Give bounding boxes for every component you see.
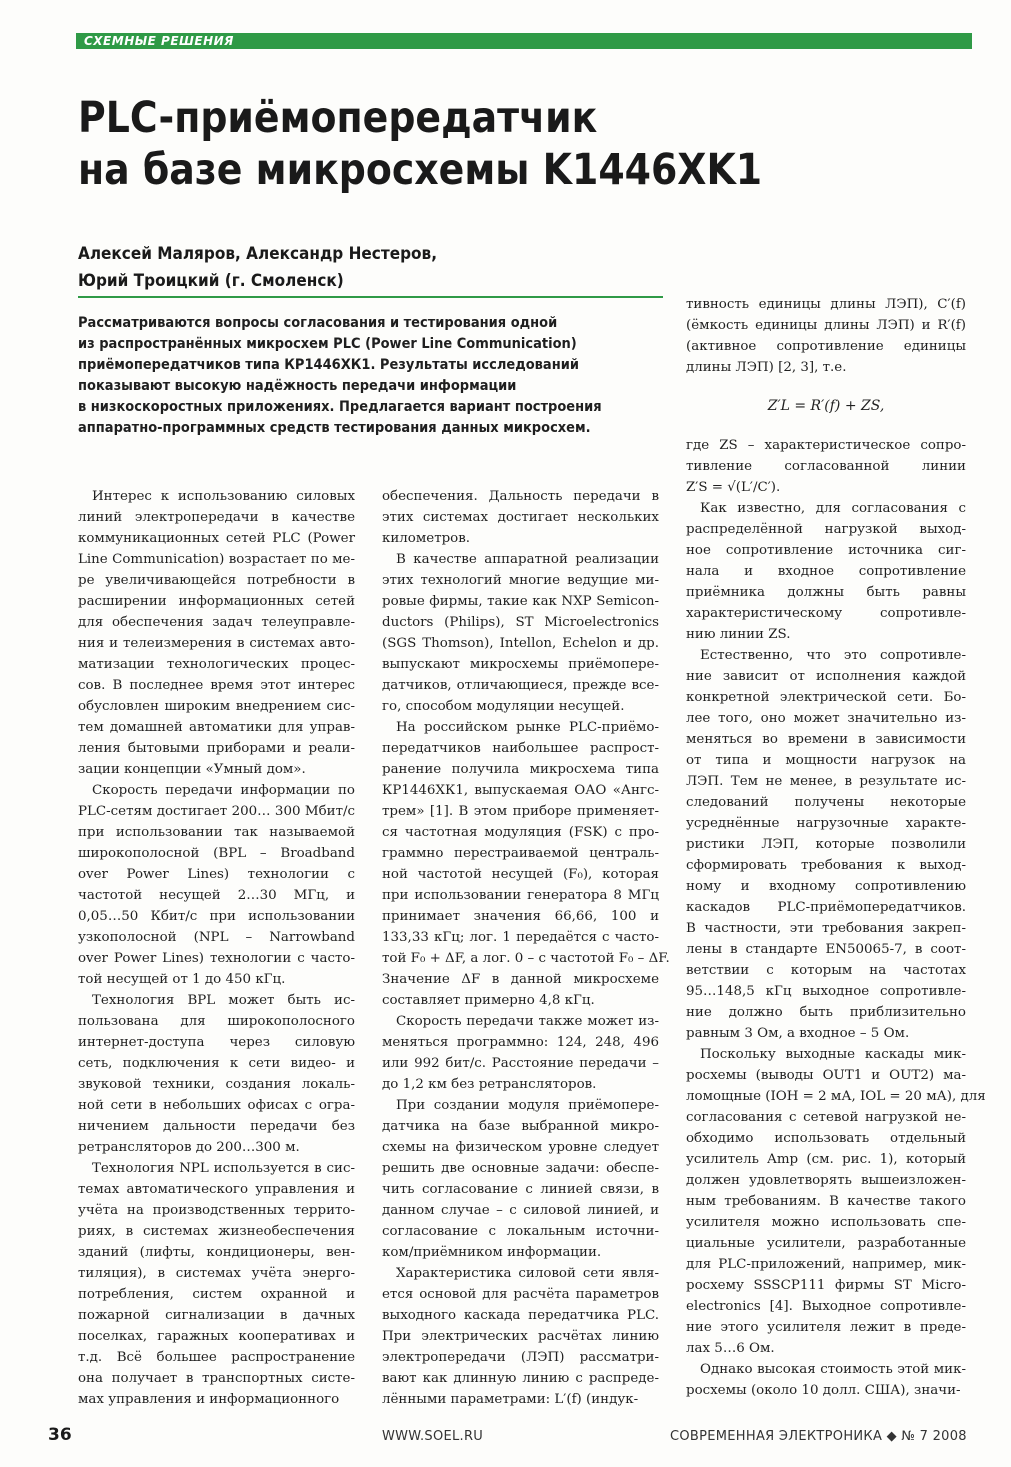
text-line: выходного каскада передатчика PLC. [382,1308,659,1323]
text-line: ной сети в небольших офисах с огра- [78,1098,355,1113]
text-line: меняться программно: 124, 248, 496 [382,1035,659,1050]
text-line: при использовании так называемой [78,825,355,840]
text-line: росхемы (выводы OUT1 и OUT2) ма- [686,1068,966,1083]
text-line: При создании модуля приёмопере- [396,1098,659,1113]
text-line: over Power Lines) технологии с часто- [78,951,355,966]
text-line: пользована для широкополосного [78,1014,355,1029]
paragraph [78,780,355,990]
text-line: усилитель Amp (см. рис. 1), который [686,1152,966,1167]
text-line: распределённой нагрузкой выход- [686,522,966,537]
text-line: той F₀ + ΔF, а лог. 0 – с частотой F₀ – ΔF. [382,951,670,966]
text-line: от типа и мощности нагрузок на [686,753,966,768]
text-line: следований получены некоторые [686,795,966,810]
text-line: составляет примерно 4,8 кГц. [382,993,595,1008]
text-line: мах управления и информационного [78,1392,340,1407]
text-line: (ёмкость единицы длины ЛЭП) и R′(f) [686,318,966,333]
text-line: PLC-сетям достигает 200… 300 Мбит/с [78,804,355,819]
text-line: где ZS – характеристическое сопро- [686,438,966,453]
text-line: линий электропередачи в качестве [78,510,355,525]
text-line: широкополосной (BPL – Broadband [78,846,355,861]
text-line: для PLC-приложений, например, мик- [686,1257,966,1272]
abstract-line: показывают высокую надёжность передачи информации [78,378,517,394]
text-line: (SGS Thomson), Intellon, Echelon и др. [382,636,659,651]
paragraph [382,486,659,549]
text-line: Характеристика силовой сети явля- [396,1266,659,1281]
text-line: она получает в транспортных систе- [78,1371,355,1386]
article-authors [78,241,654,295]
text-line: го, способом модуляции несущей. [382,699,625,714]
text-line: ной частотой несущей (F₀), которая [382,867,659,882]
text-line: ранение получила микросхема типа [382,762,659,777]
text-line: согласование с локальным источни- [382,1224,659,1239]
text-line: сов. В последнее время этот интерес [78,678,355,693]
text-line: ному и входному сопротивлению [686,879,966,894]
text-line: лёнными параметрами: L′(f) (индук- [382,1392,639,1407]
page-number: 36 [48,1425,72,1445]
text-line: ретрансляторов до 200…300 м. [78,1140,300,1155]
column-3-definition [686,435,966,498]
text-line: В качестве аппаратной реализации [396,552,659,567]
text-line: частотой несущей 2…30 МГц, и [78,888,355,903]
text-column-2 [382,486,670,1410]
text-line: пожарной сигнализации в дачных [78,1308,355,1323]
text-line: ровые фирмы, такие как NXP Semicon- [382,594,659,609]
text-line: ничением дальности передачи без [78,1119,355,1134]
text-line: звуковой техники, создания локаль- [78,1077,355,1092]
text-line: тивность единицы длины ЛЭП), C′(f) [686,297,966,312]
text-line: over Power Lines) технологии с [78,867,355,882]
text-line: ние должно быть приблизительно [686,1005,966,1020]
text-line: лее того, оно может значительно из- [686,711,966,726]
text-line: ся частотная модуляция (FSK) с про- [382,825,659,840]
text-line: ductors (Philips), ST Microelectronics [382,615,659,630]
text-line: electronics [4]. Выходное сопротивле- [686,1299,966,1314]
text-line: расширении информационных сетей [78,594,355,609]
paragraph [382,1263,659,1410]
text-line: для обеспечения задач телеуправле- [78,615,355,630]
rubric-label: СХЕМНЫЕ РЕШЕНИЯ [84,34,234,48]
footer-site-link[interactable]: WWW.SOEL.RU [382,1429,484,1444]
text-line: Интерес к использованию силовых [92,489,355,504]
column-3-intro [686,294,966,378]
text-line: усреднённые нагрузочные характе- [686,816,966,831]
footer-magazine: СОВРЕМЕННАЯ ЭЛЕКТРОНИКА ◆ № 7 2008 [670,1429,967,1444]
text-line: ное сопротивление источника сиг- [686,543,966,558]
text-line: циальные усилители, разработанные [686,1236,966,1251]
text-line: ре увеличивающейся потребности в [78,573,355,588]
text-line: тем домашней автоматики для управ- [78,720,355,735]
text-line: ние зависит от исполнения каждой [686,669,966,684]
text-line: 133,33 кГц; лог. 1 передаётся с часто- [382,930,659,945]
text-line: трем» [1]. В этом приборе применяет- [382,804,659,819]
text-line: зации концепции «Умный дом». [78,762,306,777]
text-line: усилителя можно использовать спе- [686,1215,966,1230]
text-line: КР1446ХК1, выпускаемая ОАО «Ангс- [382,783,659,798]
text-line: передатчиков наибольшее распрост- [382,741,659,756]
paragraph [382,1011,659,1095]
text-line: зданий (лифты, кондиционеры, вен- [78,1245,355,1260]
text-line: т.д. Всё большее распространение [78,1350,355,1365]
column-3-body [686,498,986,1401]
text-line: Как известно, для согласования с [700,501,966,516]
text-column-3 [686,294,986,1401]
text-line: ломощные (IOH = 2 мА, IOL = 20 мА), для [686,1089,986,1104]
text-line: выпускают микросхемы приёмопере- [382,657,659,672]
paragraph [78,1158,355,1410]
text-line: лах 5…6 Ом. [686,1341,775,1356]
text-line: интернет-доступа через силовую [78,1035,355,1050]
text-line: Line Communication) возрастает по ме- [78,552,355,567]
text-line: ристики ЛЭП, которые позволили [686,837,966,852]
paragraph [686,1359,966,1401]
text-line: коммуникационных сетей PLC (Power [78,531,355,546]
abstract-line: в низкоскоростных приложениях. Предлагается вариант построения [78,399,602,415]
text-line: согласования с сетевой нагрузкой не- [686,1110,966,1125]
text-line: ным требованиям. В качестве такого [686,1194,966,1209]
text-line: тиляция), в системах учёта энерго- [78,1266,355,1281]
text-line: той несущей от 1 до 450 кГц. [78,972,286,987]
title-line: на базе микросхемы K1446XK1 [78,145,763,195]
text-line: или 992 бит/с. Расстояние передачи – [382,1056,659,1071]
text-line: 95…148,5 кГц выходное сопротивле- [686,984,966,999]
text-line: росхемы (около 10 долл. США), значи- [686,1383,961,1398]
article-title [78,92,852,196]
paragraph [382,549,659,717]
abstract-line: Рассматриваются вопросы согласования и тестирования одной [78,315,558,331]
text-line: матизации технологических процес- [78,657,355,672]
text-line: потребления, систем охранной и [78,1287,355,1302]
text-line: темах автоматического управления и [78,1182,355,1197]
text-line: ния и телеизмерения в системах авто- [78,636,355,651]
text-line: В частности, эти требования закреп- [686,921,966,936]
text-line: этих системах достигает нескольких [382,510,659,525]
text-line: Скорость передачи также может из- [396,1014,659,1029]
text-line: Значение ΔF в данной микросхеме [382,972,659,987]
text-line: сформировать требования к выход- [686,858,966,873]
abstract-line: приёмопередатчиков типа КР1446ХК1. Результаты исследований [78,357,579,373]
text-line: При электрических расчётах линию [382,1329,659,1344]
text-line: узкополосной (NPL – Narrowband [78,930,355,945]
paragraph [686,1044,986,1359]
text-line: ется основой для расчёта параметров [382,1287,659,1302]
text-line: ние этого усилителя лежит в преде- [686,1320,966,1335]
text-line: нию линии ZS. [686,627,791,642]
impedance-formula: Z′L = R′(f) + ZS, [767,398,885,414]
text-line: каскадов PLC-приёмопередатчиков. [686,900,966,915]
text-line: ЛЭП. Тем не менее, в результате ис- [686,774,966,789]
paragraph [382,1095,659,1263]
text-line: конкретной электрической сети. Бо- [686,690,966,705]
abstract-line: из распространённых микросхем PLC (Power Line Communication) [78,336,577,352]
text-line: при использовании генератора 8 МГц [382,888,659,903]
text-line: Естественно, что это сопротивле- [700,648,966,663]
text-line: чить согласование с линией связи, в [382,1182,659,1197]
text-line: Технология NPL используется в сис- [92,1161,355,1176]
text-line: Поскольку выходные каскады мик- [700,1047,966,1062]
text-line: должен удовлетворять вышеизложен- [686,1173,966,1188]
abstract-line: аппаратно-программных средств тестирования данных микросхем. [78,420,591,436]
text-line: На российском рынке PLC-приёмо- [396,720,659,735]
text-line: длины ЛЭП) [2, 3], т.е. [686,360,847,375]
text-line: принимает значения 66,66, 100 и [382,909,659,924]
authors-line: Юрий Троицкий (г. Смоленск) [78,271,344,291]
abstract-divider [78,296,663,298]
text-line: Z′S = √(L′/C′). [686,480,781,495]
text-line: электропередачи (ЛЭП) рассматри- [382,1350,659,1365]
text-line: меняться во времени в зависимости [686,732,966,747]
text-line: граммно перестраиваемой централь- [382,846,659,861]
text-line: ком/приёмником информации. [382,1245,602,1260]
paragraph [686,645,966,1044]
text-line: данном случае – с силовой линией, и [382,1203,659,1218]
text-line: датчика на базе выбранной микро- [382,1119,659,1134]
paragraph [382,717,670,1011]
paragraph [686,498,966,645]
text-line: учёта на производственных террито- [78,1203,355,1218]
text-line: километров. [382,531,471,546]
text-line: ления бытовыми приборами и реали- [78,741,355,756]
text-line: поселках, гаражных кооперативах и [78,1329,355,1344]
text-line: росхему SSSCP111 фирмы ST Micro- [686,1278,966,1293]
text-line: равным 3 Ом, а входное – 5 Ом. [686,1026,910,1041]
text-line: ветствии с которым на частотах [686,963,966,978]
text-line: (активное сопротивление единицы [686,339,966,354]
text-line: лены в стандарте EN50065-7, в соот- [686,942,966,957]
text-line: риях, в системах жизнеобеспечения [78,1224,355,1239]
text-line: характеристическому сопротивле- [686,606,966,621]
text-line: обеспечения. Дальность передачи в [382,489,659,504]
text-line: нала и входное сопротивление [686,564,966,579]
article-abstract [78,313,663,439]
text-column-1 [78,486,355,1410]
text-line: до 1,2 км без ретрансляторов. [382,1077,597,1092]
text-line: вают как длинную линию с распреде- [382,1371,659,1386]
text-line: датчиков, отличающиеся, прежде все- [382,678,659,693]
text-line: обходимо использовать отдельный [686,1131,966,1146]
text-line: сеть, подключения к сети видео- и [78,1056,355,1071]
paragraph [78,990,355,1158]
text-line: обусловлен широким внедрением сис- [78,699,355,714]
title-line: PLC-приёмопередатчик [78,93,598,143]
text-line: решить две основные задачи: обеспе- [382,1161,659,1176]
text-line: Технология BPL может быть ис- [92,993,355,1008]
text-line: приёмника должны быть равны [686,585,966,600]
text-line: Скорость передачи информации по [92,783,355,798]
text-line: тивление согласованной линии [686,459,966,474]
text-line: этих технологий многие ведущие ми- [382,573,659,588]
text-line: схемы на физическом уровне следует [382,1140,659,1155]
authors-line: Алексей Маляров, Александр Нестеров, [78,244,438,264]
text-line: 0,05…50 Кбит/с при использовании [78,909,355,924]
text-line: Однако высокая стоимость этой мик- [700,1362,966,1377]
rubric-bar [76,33,972,49]
paragraph [78,486,355,780]
